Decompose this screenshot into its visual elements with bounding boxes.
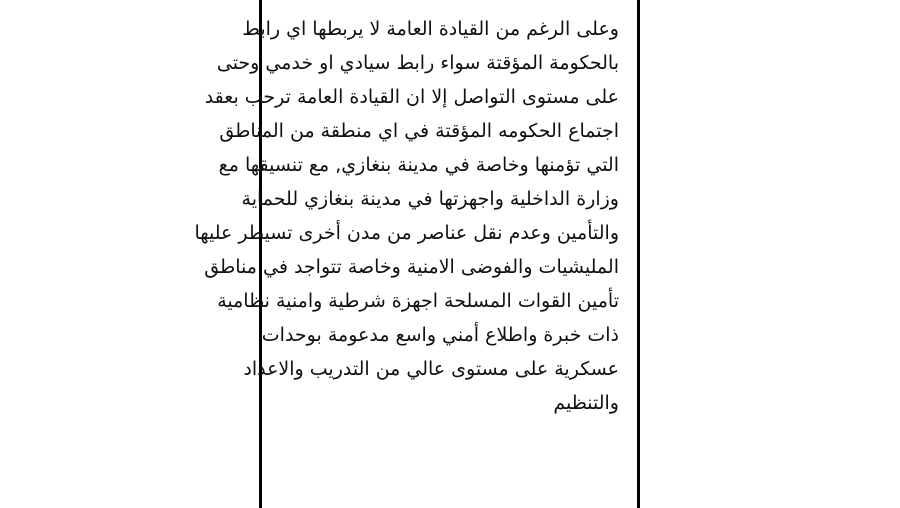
text-line: وزارة الداخلية واجهزتها في مدينة بنغازي للحماية [241, 188, 619, 210]
text-line: المليشيات والفوضى الامنية وخاصة تتواجد في مناطق [204, 256, 619, 278]
document-text [194, 12, 619, 420]
text-line: والتأمين وعدم نقل عناصر من مدن أخرى تسيطر عليها [194, 222, 619, 244]
text-line: وعلى الرغم من القيادة العامة لا يربطها اي رابط [242, 18, 619, 40]
document-frame [194, 0, 640, 508]
text-line: عسكرية على مستوى عالي من التدريب والاعداد [243, 358, 619, 380]
text-line: اجتماع الحكومه المؤقتة في اي منطقة من المناطق [219, 120, 619, 142]
text-line: تأمين القوات المسلحة اجهزة شرطية وامنية نظامية [217, 290, 619, 312]
text-line: والتنظيم [553, 392, 619, 414]
text-line: ذات خبرة واطلاع أمني واسع مدعومة بوحدات [261, 324, 619, 346]
text-line: التي تؤمنها وخاصة في مدينة بنغازي, مع تنسيقها مع [218, 154, 619, 176]
text-line: بالحكومة المؤقتة سواء رابط سيادي او خدمي وحتى [216, 52, 619, 74]
text-line: على مستوى التواصل إلا ان القيادة العامة ترحب بعقد [204, 86, 619, 108]
